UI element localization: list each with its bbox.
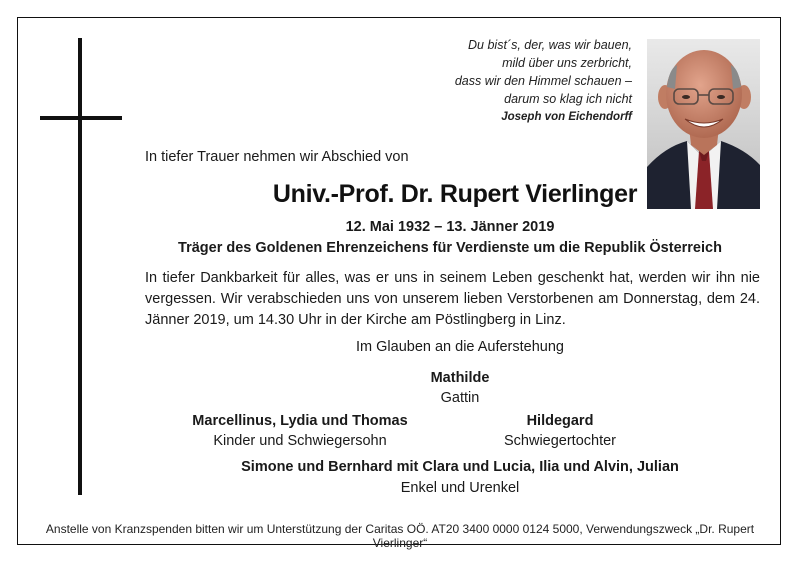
poem-quote [332,36,632,126]
faith-line: Im Glauben an die Auferstehung [356,339,564,355]
poem-line: darum so klag ich nicht [504,92,632,106]
mourner-names: Mathilde [430,370,490,386]
life-dates: 12. Mai 1932 – 13. Jänner 2019 [345,219,555,235]
mourner-names: Hildegard [526,413,594,429]
mourner-relation: Schwiegertochter [503,433,617,449]
mourner-names: Marcellinus, Lydia und Thomas [192,413,408,429]
honor-text: Träger des Goldenen Ehrenzeichens für Verdienste um die Republik Österreich [178,240,722,256]
cross-icon [78,38,82,495]
mourner-names: Simone und Bernhard mit Clara und Lucia, Ilia und Alvin, Julian [241,459,679,475]
poem-line: mild über uns zerbricht, [502,56,632,70]
poem-author: Joseph von Eichendorff [501,111,632,123]
body-text: In tiefer Dankbarkeit für alles, was er uns in seinem Leben geschenkt hat, werden wir ihn nie vergessen. Wir verabschieden uns von unserem lieben Verstorbenen am Donnerstag, dem 24. Jänner 2019, um 14.30 Uhr in der Kirche am Pöstlingberg in Linz. [145,270,760,328]
mourner-relation: Kinder und Schwiegersohn [213,433,387,449]
mourner-relation: Enkel und Urenkel [400,480,520,496]
poem-line: dass wir den Himmel schauen – [454,74,632,88]
intro-text: In tiefer Trauer nehmen wir Abschied von [145,149,409,165]
deceased-name: Univ.-Prof. Dr. Rupert Vierlinger [272,180,638,208]
poem-line: Du bist´s, der, was wir bauen, [468,38,632,52]
donation-footer: Anstelle von Kranzspenden bitten wir um Unterstützung der Caritas OÖ. AT20 3400 0000 0124 5000, Verwendungszweck „Dr. Rupert Vierlinger“ [45,522,755,550]
cross-bar [40,116,122,120]
mourner-relation: Gattin [440,390,480,406]
